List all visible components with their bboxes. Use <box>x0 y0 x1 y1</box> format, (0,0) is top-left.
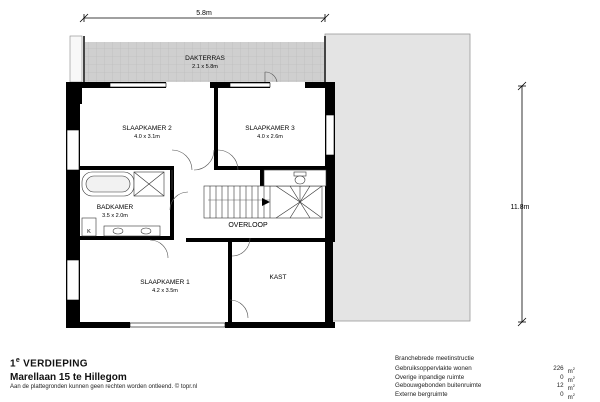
disclaimer: Aan de plattegronden kunnen geen rechten worden ontleend. © topr.nl <box>10 384 198 390</box>
floor-title <box>10 357 88 369</box>
slaapkamer1-size: 4.2 x 3.5m <box>152 288 178 294</box>
roof-terrace-floor <box>84 42 325 82</box>
k-label: K <box>87 229 91 235</box>
height-dimension-label: 11.8m <box>510 204 530 211</box>
floor-suffix: e <box>15 357 21 364</box>
width-dimension-label: 5.8m <box>196 10 212 17</box>
measurement-row: Overige inpandige ruimte 0 $m^2$ <box>395 373 575 384</box>
badkamer-name: BADKAMER <box>96 204 134 211</box>
roof-area <box>325 34 470 321</box>
slaapkamer3-size: 4.0 x 2.6m <box>257 134 283 140</box>
toilet-icon <box>295 176 305 184</box>
kast-name: KAST <box>269 274 287 281</box>
overloop-name: OVERLOOP <box>228 222 268 229</box>
floor-label: VERDIEPING <box>23 358 88 370</box>
badkamer-size: 3.5 x 2.0m <box>102 213 128 219</box>
address: Marellaan 15 te Hillegom <box>10 372 127 383</box>
measurement-row: Gebruiksoppervlakte wonen 226 $m^2$ <box>395 365 575 376</box>
measurement-table <box>395 355 575 399</box>
width-dimension <box>80 10 329 22</box>
slaapkamer3-name: SLAAPKAMER 3 <box>245 125 295 132</box>
dakterras-size: 2.1 x 5.8m <box>192 64 218 70</box>
dakterras-name: DAKTERRAS <box>185 55 225 62</box>
sink-icon <box>104 226 160 236</box>
measurement-row: Gebouwgebonden buitenruimte 12 $m^2$ <box>395 382 575 393</box>
measurement-header: Branchebrede meetinstructie <box>395 355 475 362</box>
toilet-room <box>264 170 326 186</box>
height-dimension <box>511 82 530 326</box>
floor-number: 1 <box>10 358 16 370</box>
slaapkamer2-size: 4.0 x 3.1m <box>134 134 160 140</box>
slaapkamer2-name: SLAAPKAMER 2 <box>122 125 172 132</box>
measurement-row: Externe bergruimte 0 $m^2$ <box>395 390 575 401</box>
slaapkamer1-name: SLAAPKAMER 1 <box>140 279 190 286</box>
